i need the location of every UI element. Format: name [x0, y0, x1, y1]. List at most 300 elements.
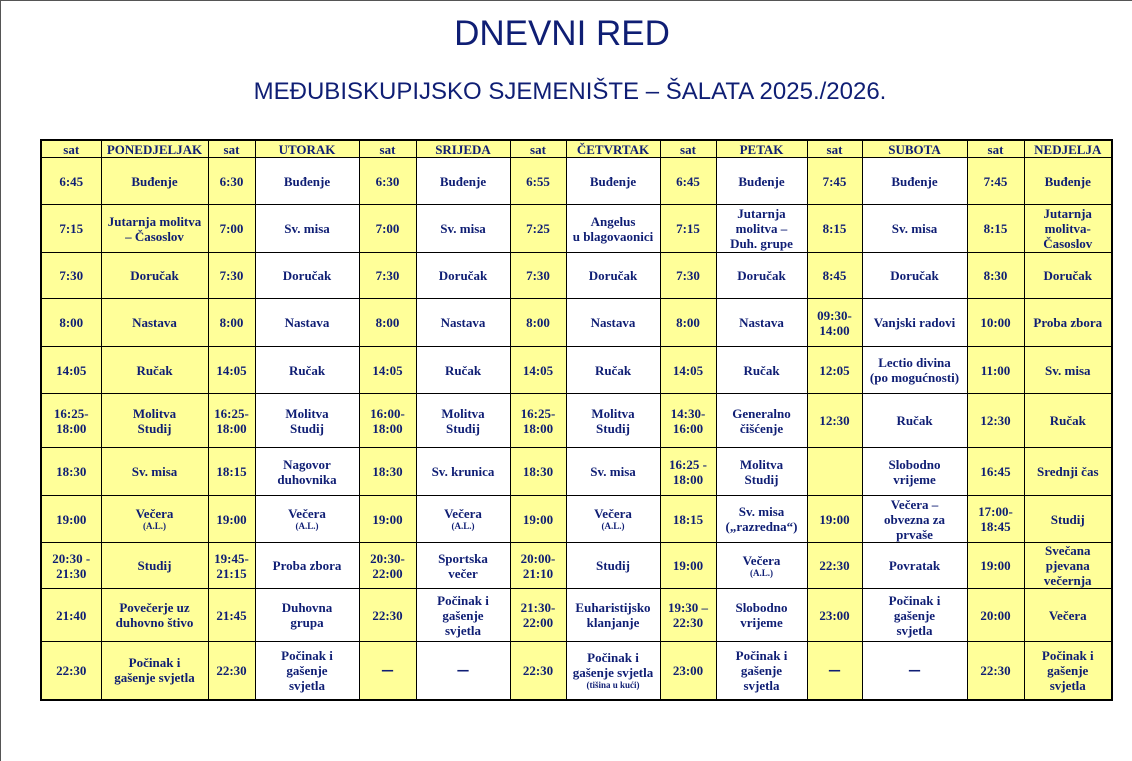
activity-cell-friday: [716, 394, 807, 448]
activity-cell-wednesday: [416, 642, 510, 700]
activity-text: Lectio divina (po mogućnosti): [869, 355, 960, 385]
activity-text: Povratak: [888, 558, 941, 573]
time-cell-sunday: [967, 253, 1024, 299]
time-cell-saturday: [807, 589, 862, 642]
time-cell-monday: [41, 205, 101, 253]
activity-text: Večera: [135, 506, 174, 521]
time-text: 8:15: [983, 221, 1008, 236]
activity-cell-saturday: [862, 394, 967, 448]
time-text: 23:00: [819, 607, 850, 623]
activity-text: Ručak: [136, 362, 173, 378]
time-text: 16:25- 18:00: [53, 405, 89, 436]
activity-cell-thursday: [566, 394, 660, 448]
activity-text: Studij: [596, 558, 630, 573]
activity-text: Buđenje: [891, 173, 938, 189]
activity-cell-thursday: [566, 253, 660, 299]
time-text: 8:00: [375, 315, 400, 330]
activity-cell-monday: [101, 347, 208, 394]
time-text: 12:30: [819, 413, 850, 428]
time-text: 18:15: [216, 464, 247, 479]
activity-text: Molitva Studij: [739, 456, 784, 487]
activity-cell-friday: [716, 347, 807, 394]
time-cell-tuesday: [208, 394, 255, 448]
page-left-border: [0, 0, 1, 761]
activity-text: Ručak: [444, 362, 482, 378]
time-cell-friday: [660, 642, 716, 700]
time-text: 14:05: [522, 362, 554, 378]
activity-text: Studij: [137, 558, 172, 573]
activity-text: Doručak: [588, 268, 638, 283]
activity-text: Počinak i gašenje svjetla: [888, 592, 941, 638]
time-cell-friday: [660, 448, 716, 496]
activity-cell-tuesday: [255, 394, 359, 448]
time-text: 20:30- 22:00: [370, 550, 405, 581]
time-text: 6:30: [375, 173, 400, 189]
table-row: [41, 543, 1112, 589]
time-text: 7:30: [526, 268, 550, 283]
time-text: 8:15: [822, 221, 847, 236]
time-text: 14:05: [216, 362, 247, 378]
time-cell-saturday: [807, 253, 862, 299]
time-text: 12:05: [819, 362, 850, 378]
time-cell-friday: [660, 253, 716, 299]
time-cell-wednesday: [359, 347, 416, 394]
activity-cell-tuesday: [255, 158, 359, 205]
activity-text: Molitva Studij: [132, 405, 177, 436]
time-text: 21:40: [56, 607, 87, 623]
activity-cell-sunday: [1024, 253, 1112, 299]
activity-cell-thursday: [566, 589, 660, 642]
time-cell-saturday: [807, 205, 862, 253]
activity-cell-sunday: [1024, 589, 1112, 642]
time-cell-saturday: [807, 543, 862, 589]
time-text: 11:00: [980, 362, 1011, 378]
activity-cell-thursday: [566, 205, 660, 253]
header-cell-sat: sat: [359, 140, 416, 158]
activity-cell-monday: [101, 543, 208, 589]
activity-text: Jutarnja molitva – Duh. grupe: [730, 206, 793, 251]
table-row: [41, 253, 1112, 299]
time-text: 19:30 – 22:30: [667, 600, 709, 630]
table-row: [41, 589, 1112, 642]
activity-cell-friday: [716, 158, 807, 205]
time-cell-monday: [41, 448, 101, 496]
header-cell-sat: sat: [967, 140, 1024, 158]
time-cell-monday: [41, 253, 101, 299]
activity-cell-tuesday: [255, 496, 359, 543]
time-cell-saturday: [807, 158, 862, 205]
time-text: 20:00- 21:10: [520, 550, 556, 581]
activity-cell-monday: [101, 448, 208, 496]
activity-text: Večera – obvezna za prvaše: [883, 496, 946, 542]
activity-cell-wednesday: [416, 253, 510, 299]
time-cell-friday: [660, 347, 716, 394]
activity-text: –: [909, 656, 920, 682]
time-cell-friday: [660, 543, 716, 589]
activity-text: Nastava: [440, 315, 486, 330]
time-cell-thursday: [510, 448, 566, 496]
time-cell-tuesday: [208, 205, 255, 253]
time-cell-wednesday: [359, 642, 416, 700]
time-cell-sunday: [967, 205, 1024, 253]
activity-cell-saturday: [862, 448, 967, 496]
page-title: DNEVNI RED: [454, 14, 670, 53]
time-cell-sunday: [967, 299, 1024, 347]
activity-text: Sv. misa: [590, 464, 636, 479]
activity-cell-friday: [716, 448, 807, 496]
time-text: 19:00: [216, 511, 247, 527]
activity-text: Doručak: [438, 268, 488, 283]
activity-cell-tuesday: [255, 543, 359, 589]
header-cell-sat: sat: [208, 140, 255, 158]
time-cell-wednesday: [359, 158, 416, 205]
table-row: [41, 394, 1112, 448]
time-text: 22:30: [819, 558, 850, 573]
activity-text: Počinak i gašenje svjetla: [281, 647, 333, 693]
note-al: (A.L.): [295, 521, 319, 531]
time-cell-thursday: [510, 589, 566, 642]
time-cell-wednesday: [359, 253, 416, 299]
time-text: –: [829, 656, 840, 682]
time-cell-thursday: [510, 394, 566, 448]
activity-cell-monday: [101, 205, 208, 253]
activity-cell-thursday: [566, 158, 660, 205]
time-text: 8:45: [822, 268, 847, 283]
note-al: (A.L.): [601, 521, 625, 531]
time-cell-saturday: [807, 496, 862, 543]
activity-text: Jutarnja molitva – Časoslov: [107, 213, 202, 244]
activity-cell-friday: [716, 589, 807, 642]
activity-cell-monday: [101, 253, 208, 299]
activity-text: Ručak: [896, 413, 933, 428]
time-text: 16:25- 18:00: [214, 405, 249, 436]
activity-text: Angelus u blagovaonici: [572, 213, 654, 244]
header-cell-tuesday: UTORAK: [255, 140, 359, 158]
activity-text: Sv. misa: [891, 221, 938, 236]
activity-text: Večera: [594, 506, 632, 521]
time-cell-tuesday: [208, 347, 255, 394]
activity-cell-saturday: [862, 642, 967, 700]
activity-cell-saturday: [862, 347, 967, 394]
activity-cell-monday: [101, 589, 208, 642]
time-text: 8:00: [59, 315, 84, 330]
activity-cell-saturday: [862, 496, 967, 543]
header-cell-monday: PONEDJELJAK: [101, 140, 208, 158]
activity-text: Nastava: [739, 315, 784, 330]
activity-cell-monday: [101, 394, 208, 448]
time-cell-wednesday: [359, 496, 416, 543]
header-cell-sunday: NEDJELJA: [1024, 140, 1112, 158]
activity-text: Počinak i gašenje svjetla: [572, 649, 654, 680]
time-text: 6:55: [526, 173, 550, 189]
activity-cell-friday: [716, 299, 807, 347]
time-cell-wednesday: [359, 543, 416, 589]
activity-cell-wednesday: [416, 448, 510, 496]
time-text: 14:05: [672, 362, 704, 378]
activity-text: Ručak: [594, 362, 632, 378]
time-text: 17:00- 18:45: [978, 504, 1013, 534]
table-row: [41, 299, 1112, 347]
time-text: 19:00: [980, 558, 1011, 573]
time-text: 19:00: [522, 511, 554, 527]
activity-cell-friday: [716, 253, 807, 299]
activity-cell-wednesday: [416, 205, 510, 253]
time-text: 8:30: [983, 268, 1008, 283]
time-text: 16:25- 18:00: [520, 405, 556, 436]
time-cell-sunday: [967, 543, 1024, 589]
note-al: (A.L.): [451, 521, 475, 531]
time-text: 8:00: [219, 315, 244, 330]
activity-text: Proba zbora: [1033, 315, 1103, 330]
activity-cell-thursday: [566, 543, 660, 589]
header-cell-sat: sat: [660, 140, 716, 158]
table-row: [41, 158, 1112, 205]
time-text: 18:30: [56, 464, 87, 479]
activity-text: Povečerje uz duhovno štivo: [115, 600, 194, 630]
time-cell-monday: [41, 543, 101, 589]
activity-text: Doručak: [130, 268, 179, 283]
activity-cell-monday: [101, 496, 208, 543]
activity-cell-saturday: [862, 589, 967, 642]
time-cell-wednesday: [359, 448, 416, 496]
schedule-table: [40, 139, 1113, 701]
activity-text: Nastava: [284, 315, 330, 330]
activity-text: Generalno čišćenje: [732, 405, 791, 436]
activity-cell-sunday: [1024, 205, 1112, 253]
time-text: 7:30: [375, 268, 400, 283]
note-al: (A.L.): [750, 567, 773, 578]
time-text: 22:30: [56, 662, 87, 678]
activity-text: Buđenje: [738, 173, 785, 189]
activity-cell-sunday: [1024, 394, 1112, 448]
schedule-body: [41, 158, 1112, 700]
activity-text: Molitva Studij: [441, 405, 485, 436]
time-cell-tuesday: [208, 589, 255, 642]
activity-text: Sv. misa: [440, 221, 486, 236]
activity-text: Buđenje: [131, 173, 178, 189]
page-subtitle: MEĐUBISKUPIJSKO SJEMENIŠTE – ŠALATA 2025./2026.: [253, 78, 887, 105]
activity-cell-thursday: [566, 299, 660, 347]
time-cell-monday: [41, 589, 101, 642]
activity-text: Počinak i gašenje svjetla: [114, 655, 195, 686]
activity-cell-monday: [101, 299, 208, 347]
time-cell-monday: [41, 496, 101, 543]
activity-text: Ručak: [288, 362, 326, 378]
activity-text: Počinak i gašenje svjetla: [1041, 647, 1094, 693]
activity-text: Sv. misa: [1044, 362, 1091, 378]
note-silence: (tišina u kući): [586, 679, 640, 690]
activity-cell-saturday: [862, 253, 967, 299]
activity-cell-friday: [716, 496, 807, 543]
activity-text: Euharistijsko klanjanje: [575, 600, 651, 630]
time-cell-friday: [660, 205, 716, 253]
activity-text: Počinak i gašenje svjetla: [437, 592, 489, 638]
header-cell-sat: sat: [41, 140, 101, 158]
time-text: 7:30: [676, 268, 700, 283]
activity-text: Vanjski radovi: [873, 315, 956, 330]
time-text: 23:00: [672, 662, 704, 678]
time-text: 22:30: [372, 607, 403, 623]
time-text: 20:30 - 21:30: [52, 550, 91, 581]
activity-text: Jutarnja molitva- Časoslov: [1043, 206, 1093, 251]
time-cell-tuesday: [208, 642, 255, 700]
header-row: [41, 140, 1112, 158]
time-cell-monday: [41, 642, 101, 700]
time-cell-tuesday: [208, 448, 255, 496]
time-text: 16:25 - 18:00: [669, 456, 707, 487]
activity-text: Nagovor duhovnika: [277, 456, 337, 487]
activity-cell-friday: [716, 205, 807, 253]
header-cell-friday: PETAK: [716, 140, 807, 158]
time-cell-monday: [41, 347, 101, 394]
time-text: 22:30: [522, 662, 554, 678]
activity-cell-tuesday: [255, 253, 359, 299]
header-cell-thursday: ČETVRTAK: [566, 140, 660, 158]
activity-cell-wednesday: [416, 496, 510, 543]
time-text: 16:45: [980, 464, 1011, 479]
time-cell-thursday: [510, 496, 566, 543]
table-row: [41, 642, 1112, 700]
activity-cell-wednesday: [416, 589, 510, 642]
time-cell-sunday: [967, 448, 1024, 496]
activity-cell-tuesday: [255, 642, 359, 700]
activity-text: Molitva Studij: [591, 405, 635, 436]
activity-cell-sunday: [1024, 299, 1112, 347]
time-cell-saturday: [807, 642, 862, 700]
time-cell-thursday: [510, 642, 566, 700]
activity-text: Svečana pjevana večernja: [1043, 543, 1092, 588]
time-cell-monday: [41, 394, 101, 448]
activity-text: Ručak: [1049, 413, 1086, 428]
time-cell-saturday: [807, 448, 862, 496]
time-cell-wednesday: [359, 589, 416, 642]
time-text: 7:25: [526, 221, 550, 236]
header-cell-sat: sat: [807, 140, 862, 158]
time-cell-saturday: [807, 394, 862, 448]
time-text: 7:15: [59, 221, 84, 236]
time-text: 8:00: [676, 315, 700, 330]
time-cell-thursday: [510, 253, 566, 299]
activity-cell-sunday: [1024, 448, 1112, 496]
time-cell-sunday: [967, 347, 1024, 394]
activity-cell-thursday: [566, 347, 660, 394]
activity-text: Sportska večer: [438, 550, 488, 581]
activity-text: Doručak: [737, 268, 786, 283]
time-cell-wednesday: [359, 205, 416, 253]
activity-cell-saturday: [862, 158, 967, 205]
activity-text: Buđenje: [589, 173, 637, 189]
time-cell-wednesday: [359, 299, 416, 347]
time-text: 14:30- 16:00: [670, 405, 706, 436]
time-text: 19:00: [56, 511, 87, 527]
activity-cell-thursday: [566, 642, 660, 700]
time-text: 7:45: [822, 173, 847, 189]
activity-text: Buđenje: [1044, 173, 1091, 189]
header-cell-wednesday: SRIJEDA: [416, 140, 510, 158]
time-text: 14:05: [56, 362, 87, 378]
activity-cell-saturday: [862, 205, 967, 253]
time-cell-tuesday: [208, 543, 255, 589]
time-cell-sunday: [967, 158, 1024, 205]
activity-text: Molitva Studij: [285, 405, 329, 436]
time-text: 09:30- 14:00: [817, 307, 852, 338]
activity-text: Doručak: [890, 268, 939, 283]
time-text: 7:30: [219, 268, 244, 283]
time-text: –: [382, 656, 393, 682]
activity-text: Večera: [444, 506, 482, 521]
activity-text: Večera: [742, 552, 781, 568]
time-text: 6:45: [676, 173, 700, 189]
time-text: 18:30: [372, 464, 403, 479]
activity-text: Večera: [1048, 607, 1087, 623]
time-text: 6:45: [59, 173, 84, 189]
time-cell-thursday: [510, 299, 566, 347]
activity-text: Doručak: [1043, 268, 1092, 283]
time-cell-sunday: [967, 394, 1024, 448]
time-cell-thursday: [510, 158, 566, 205]
activity-cell-sunday: [1024, 496, 1112, 543]
time-text: 7:30: [59, 268, 84, 283]
time-text: 21:45: [216, 607, 247, 623]
time-text: 16:00- 18:00: [370, 405, 405, 436]
time-cell-saturday: [807, 299, 862, 347]
time-cell-friday: [660, 496, 716, 543]
time-cell-sunday: [967, 642, 1024, 700]
activity-cell-thursday: [566, 448, 660, 496]
activity-text: Proba zbora: [272, 558, 342, 573]
header-cell-saturday: SUBOTA: [862, 140, 967, 158]
time-cell-sunday: [967, 496, 1024, 543]
time-text: 22:30: [216, 662, 247, 678]
time-cell-friday: [660, 394, 716, 448]
activity-cell-wednesday: [416, 347, 510, 394]
time-text: 14:05: [372, 362, 403, 378]
activity-text: Večera: [288, 506, 326, 521]
activity-text: Sv. krunica: [431, 464, 495, 479]
activity-cell-friday: [716, 642, 807, 700]
activity-cell-sunday: [1024, 642, 1112, 700]
table-row: [41, 347, 1112, 394]
time-text: 6:30: [219, 173, 244, 189]
time-cell-saturday: [807, 347, 862, 394]
time-cell-friday: [660, 158, 716, 205]
activity-text: Buđenje: [283, 173, 331, 189]
table-row: [41, 448, 1112, 496]
activity-cell-monday: [101, 642, 208, 700]
activity-cell-tuesday: [255, 299, 359, 347]
time-text: 22:30: [980, 662, 1011, 678]
activity-cell-wednesday: [416, 543, 510, 589]
activity-cell-sunday: [1024, 543, 1112, 589]
time-cell-wednesday: [359, 394, 416, 448]
activity-cell-saturday: [862, 299, 967, 347]
activity-cell-wednesday: [416, 299, 510, 347]
activity-text: Nastava: [132, 315, 177, 330]
activity-text: Studij: [1050, 511, 1085, 527]
time-text: 7:00: [375, 221, 400, 236]
activity-cell-tuesday: [255, 589, 359, 642]
activity-text: Ručak: [743, 362, 780, 378]
activity-cell-saturday: [862, 543, 967, 589]
time-text: 18:15: [672, 511, 704, 527]
time-cell-thursday: [510, 347, 566, 394]
time-text: 21:30- 22:00: [520, 600, 556, 630]
activity-cell-friday: [716, 543, 807, 589]
activity-text: Srednji čas: [1036, 464, 1099, 479]
time-text: 7:15: [676, 221, 700, 236]
table-row: [41, 496, 1112, 543]
activity-cell-sunday: [1024, 347, 1112, 394]
